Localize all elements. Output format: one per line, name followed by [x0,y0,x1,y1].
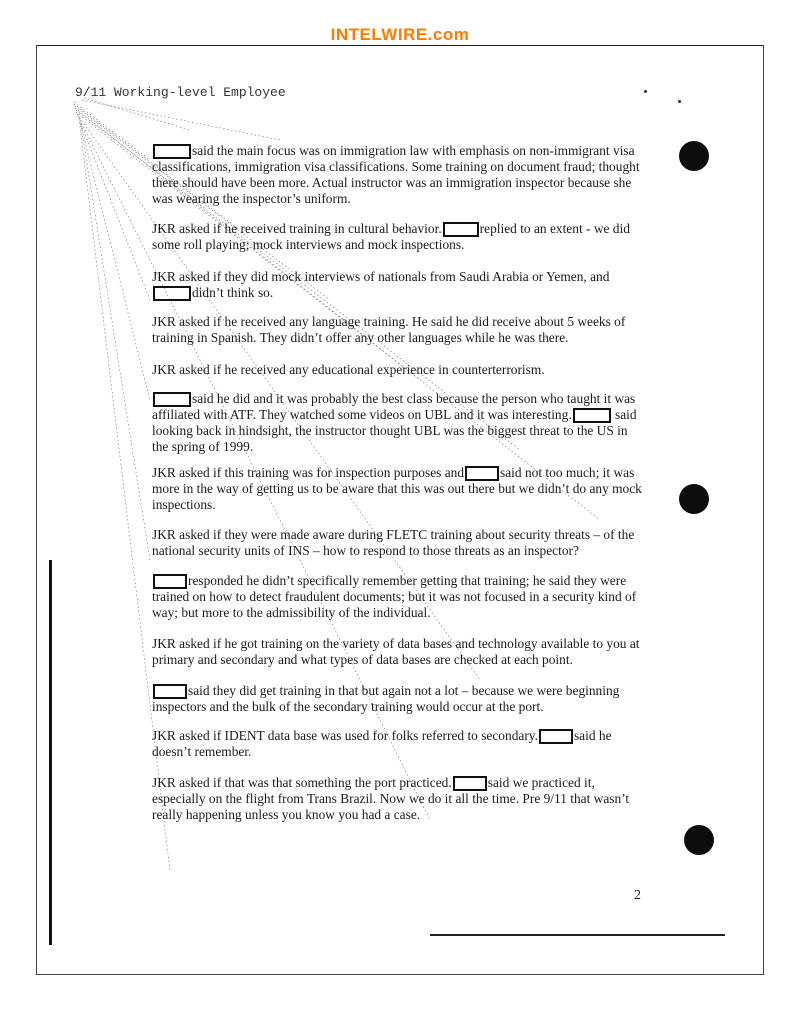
paragraph-text: JKR asked if that was that something the port practiced. [152,775,452,790]
paragraph-text: JKR asked if IDENT data base was used for folks referred to secondary. [152,728,538,743]
page-number: 2 [634,888,641,903]
paragraph-6 [152,391,642,455]
speck [644,90,647,93]
paragraph-text: said not too much; it was more in the way of getting us to be aware that this was out there but we didn’t do any mock inspections. [152,465,642,512]
redaction-box [453,776,487,791]
paragraph-2 [152,221,642,253]
paragraph-text: JKR asked if he received training in cultural behavior. [152,221,442,236]
frame-top-rule [36,45,764,46]
paragraph-11 [152,683,642,715]
paragraph-1 [152,143,642,207]
redaction-box [465,466,499,481]
paragraph-text: said looking back in hindsight, the instructor thought UBL was the biggest threat to the US in the spring of 1999. [152,407,637,454]
paragraph-text: replied to an extent - we did some roll playing; mock interviews and mock inspections. [152,221,630,252]
paragraph-text: JKR asked if he got training on the variety of data bases and technology available to you at primary and secondary and what types of data bases are checked at each point. [152,636,640,667]
redaction-box [573,408,611,423]
paragraph-9 [152,573,642,621]
paragraph-text: said he did and it was probably the best class because the person who taught it was affiliated with ATF. They watched some videos on UBL and it was interesting. [152,391,636,422]
frame-right-rule [763,45,764,975]
paragraph-text: JKR asked if they were made aware during FLETC training about security threats – of the national security units of INS – how to respond to those threats as an inspector? [152,527,635,558]
footer-rule [430,934,725,936]
paragraph-12 [152,728,642,760]
document-header: 9/11 Working-level Employee [75,85,286,100]
redaction-box [153,684,187,699]
paragraph-3 [152,269,642,301]
paragraph-text: JKR asked if they did mock interviews of nationals from Saudi Arabia or Yemen, and [152,269,610,284]
paragraph-8 [152,527,642,559]
redaction-box [153,574,187,589]
frame-bottom-rule [36,974,764,975]
paragraph-text: didn’t think so. [192,285,274,300]
redaction-box [153,144,191,159]
paragraph-10 [152,636,642,668]
redaction-box [443,222,479,237]
redaction-box [539,729,573,744]
speck [678,100,681,103]
paragraph-text: said the main focus was on immigration law with emphasis on non-immigrant visa classifications, immigration visa classifications. Some training on document fraud; thought there should have been more. Actual instructor was an immigration inspector because she was wearing the inspector’s uniform. [152,143,640,206]
paragraph-text: responded he didn’t specifically remember getting that training; he said they were trained on how to detect fraudulent documents; but it was not focused in a security kind of way; but more to the admissibility of the individual. [152,573,637,620]
paragraph-13 [152,775,642,823]
left-margin-bar [49,560,52,945]
paragraph-5 [152,362,642,378]
paragraph-text: said we practiced it, especially on the flight from Trans Brazil. Now we do it all the time. Pre 9/11 that wasn’t really happening unless you know you had a case. [152,775,630,822]
paragraph-text: JKR asked if this training was for inspection purposes and [152,465,465,480]
paragraph-text: said they did get training in that but again not a lot – because we were beginning inspectors and the bulk of the secondary training would occur at the port. [152,683,620,714]
banner-title: INTELWIRE.com [330,25,470,44]
paragraph-4 [152,314,642,346]
paragraph-text: JKR asked if he received any language training. He said he did receive about 5 weeks of training in Spanish. They didn’t offer any other languages while he was there. [152,314,626,345]
punch-hole-2 [679,484,709,514]
paragraph-text: JKR asked if he received any educational experience in counterterrorism. [152,362,545,377]
paragraph-text: said he doesn’t remember. [152,728,612,759]
paragraph-7 [152,465,642,513]
punch-hole-1 [679,141,709,171]
redaction-box [153,286,191,301]
redaction-box [153,392,191,407]
frame-left-rule [36,45,37,975]
punch-hole-3 [684,825,714,855]
